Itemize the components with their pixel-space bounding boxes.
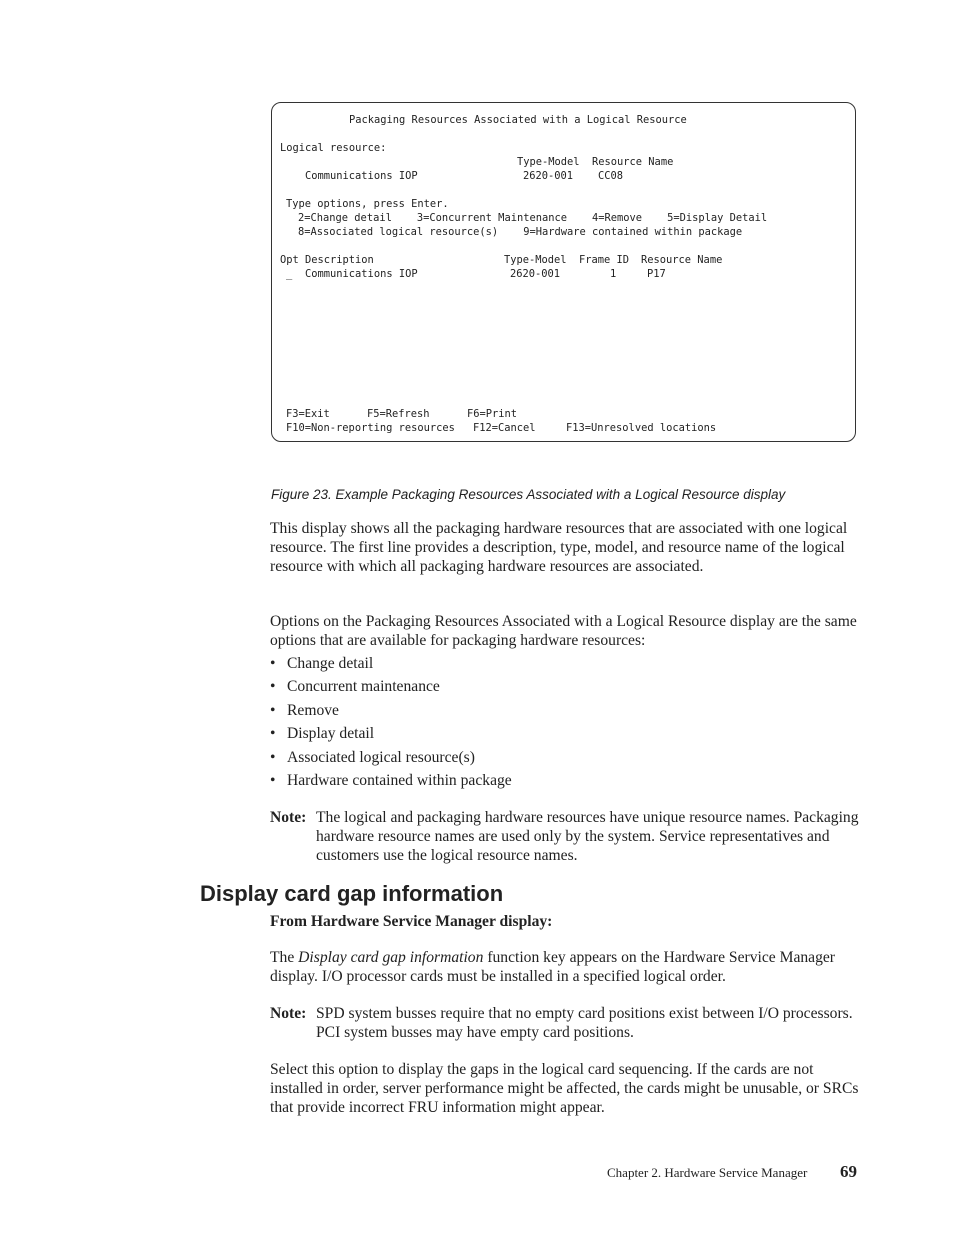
function-key-name: Display card gap information	[298, 949, 484, 966]
from-label: From Hardware Service Manager display:	[270, 913, 553, 930]
f13-unresolved-key[interactable]: F13=Unresolved locations	[566, 422, 717, 434]
bullet-icon: •	[270, 748, 276, 766]
note-label: Note:	[270, 1005, 307, 1022]
f10-non-reporting-key[interactable]: F10=Non-reporting resources	[286, 422, 455, 434]
screen-instruction: Type options, press Enter.	[286, 198, 449, 210]
column-header-description: Description	[305, 254, 374, 266]
paragraph-2: Options on the Packaging Resources Associated with a Logical Resource display are the same options that are available for packaging hardware resources:	[270, 613, 857, 649]
note-text: SPD system busses require that no empty card positions exist between I/O processors. PCI system busses may have empty card positions.	[316, 1005, 853, 1041]
row-frame-id: 1	[610, 268, 617, 280]
row-description: Communications IOP	[305, 268, 418, 280]
page-number: 69	[840, 1162, 857, 1181]
note-label: Note:	[270, 809, 307, 826]
terminal-screen	[271, 102, 856, 442]
bullet-icon: •	[270, 701, 276, 719]
list-item: • Display detail	[270, 725, 375, 743]
column-header-resource-name: Resource Name	[641, 254, 723, 266]
list-item: • Associated logical resource(s)	[270, 748, 475, 766]
figure-caption: Figure 23. Example Packaging Resources Associated with a Logical Resource display	[271, 487, 786, 502]
footer-chapter: Chapter 2. Hardware Service Manager	[607, 1165, 808, 1180]
bullet-icon: •	[270, 771, 276, 789]
list-item: • Hardware contained within package	[270, 771, 512, 789]
list-item: • Concurrent maintenance	[270, 678, 440, 696]
logical-description: Communications IOP	[305, 170, 418, 182]
f12-cancel-key[interactable]: F12=Cancel	[473, 422, 536, 434]
bullet-icon: •	[270, 725, 276, 743]
logical-type-model: 2620-001	[523, 170, 574, 182]
note-text: The logical and packaging hardware resources have unique resource names. Packaging hardware resource names are used only by the system. Service representatives and customers use the logical resource names.	[316, 809, 859, 864]
row-resource-name: P17	[647, 268, 666, 280]
header-type-model: Type-Model	[517, 156, 580, 168]
logical-resource-name: CC08	[598, 170, 624, 182]
f5-refresh-key[interactable]: F5=Refresh	[367, 408, 430, 420]
column-header-type-model: Type-Model	[504, 254, 567, 266]
options-line-1: 2=Change detail 3=Concurrent Maintenance 4=Remove 5=Display Detail	[298, 212, 768, 224]
f6-print-key[interactable]: F6=Print	[467, 408, 518, 420]
paragraph-3: The Display card gap information function key appears on the Hardware Service Manager display. I/O processor cards must be installed in a specified logical order.	[270, 949, 835, 985]
column-header-frame-id: Frame ID	[579, 254, 630, 266]
options-list	[270, 654, 512, 794]
paragraph-4: Select this option to display the gaps in the logical card sequencing. If the cards are not installed in order, server performance might be affected, the cards might be unusable, or SRCs that provide incorrect FRU information might appear.	[270, 1061, 859, 1116]
bullet-icon: •	[270, 678, 276, 696]
screen-title: Packaging Resources Associated with a Logical Resource	[349, 114, 687, 126]
header-resource-name: Resource Name	[592, 156, 674, 168]
row-type-model: 2620-001	[510, 268, 561, 280]
column-header-opt: Opt	[280, 254, 299, 266]
logical-resource-label: Logical resource:	[280, 142, 387, 154]
f3-exit-key[interactable]: F3=Exit	[286, 408, 330, 420]
section-title: Display card gap information	[200, 881, 504, 906]
list-item: • Change detail	[270, 655, 374, 672]
bullet-icon: •	[270, 655, 276, 672]
options-line-2: 8=Associated logical resource(s) 9=Hardware contained within package	[298, 226, 743, 238]
list-item: • Remove	[270, 701, 339, 719]
option-input[interactable]: _	[286, 268, 293, 280]
paragraph-1: This display shows all the packaging hardware resources that are associated with one logical resource. The first line provides a description, type, model, and resource name of the logical resource with which all packaging hardware resources are associated.	[270, 520, 848, 575]
